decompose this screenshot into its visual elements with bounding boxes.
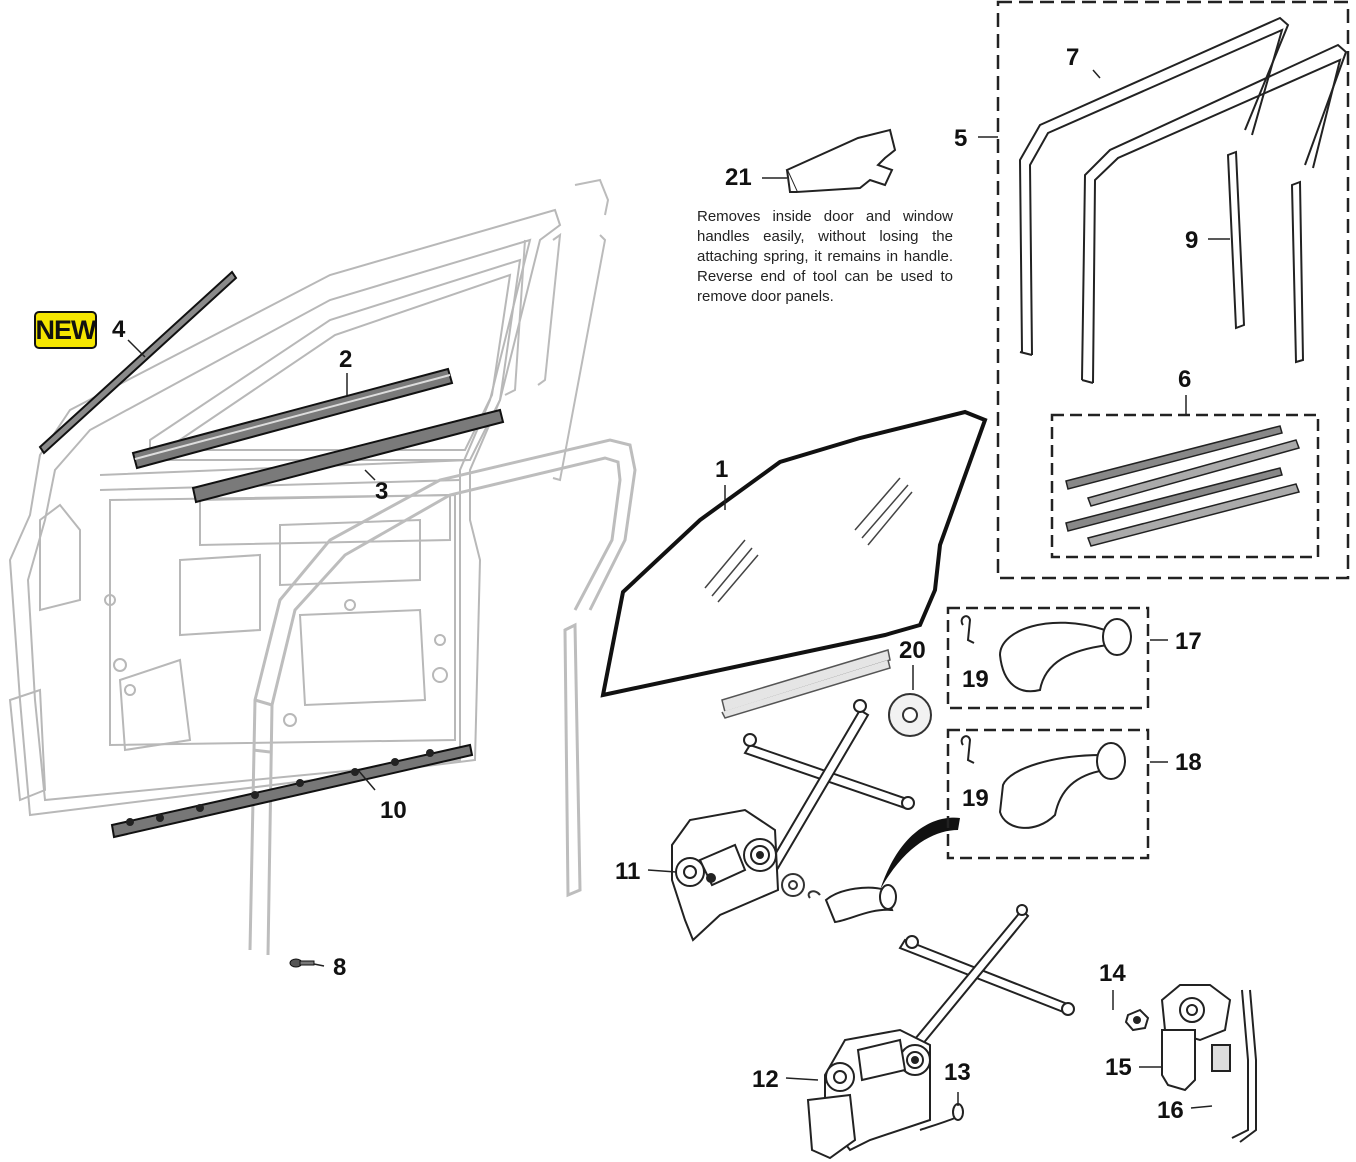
tool-description: Removes inside door and window handles easily, without losing the attaching spring, it remains in handle. Reverse end of tool can be used to remove door panels. xyxy=(697,208,953,305)
callout-6: 6 xyxy=(1178,366,1192,393)
run-channel xyxy=(250,440,635,955)
part-12-power-regulator xyxy=(808,905,1074,1158)
part-14-nut xyxy=(1126,1010,1148,1030)
callout-19-b: 19 xyxy=(962,785,989,812)
kit-17-box xyxy=(948,608,1148,708)
callout-2: 2 xyxy=(339,346,353,373)
callout-7: 7 xyxy=(1066,44,1080,71)
callout-15: 15 xyxy=(1105,1054,1132,1081)
callout-21: 21 xyxy=(725,164,752,191)
part-9-strips xyxy=(1228,152,1303,362)
callout-16: 16 xyxy=(1157,1097,1184,1124)
crank-handle xyxy=(826,885,896,922)
part-1-glass xyxy=(603,412,985,695)
door-shell xyxy=(10,210,560,815)
kit-6-box xyxy=(1052,415,1318,557)
vent-trim xyxy=(505,180,608,480)
part-15-motor xyxy=(1162,985,1230,1090)
callout-8: 8 xyxy=(333,954,347,981)
new-badge: NEW xyxy=(34,311,97,349)
part-7-weatherstrip xyxy=(1020,18,1346,383)
callout-11: 11 xyxy=(615,858,641,885)
callout-18: 18 xyxy=(1175,749,1202,776)
kit-5-box xyxy=(998,2,1348,578)
callout-9: 9 xyxy=(1185,227,1199,254)
part-4-belt-molding xyxy=(40,272,236,453)
callout-5: 5 xyxy=(954,125,968,152)
callout-12: 12 xyxy=(752,1066,779,1093)
regulator-washer xyxy=(782,874,820,898)
part-10-lower-strip xyxy=(112,745,472,837)
callout-4: 4 xyxy=(112,316,126,343)
callout-3: 3 xyxy=(375,478,389,505)
part-8-screw xyxy=(290,959,314,967)
callout-19-a: 19 xyxy=(962,666,989,693)
callout-17: 17 xyxy=(1175,628,1202,655)
part-20-washer xyxy=(889,694,931,736)
callout-20: 20 xyxy=(899,637,926,664)
callout-14: 14 xyxy=(1099,960,1126,987)
callout-13: 13 xyxy=(944,1059,971,1086)
part-21-tool xyxy=(787,130,895,192)
callout-1: 1 xyxy=(715,456,729,483)
callout-10: 10 xyxy=(380,797,407,824)
